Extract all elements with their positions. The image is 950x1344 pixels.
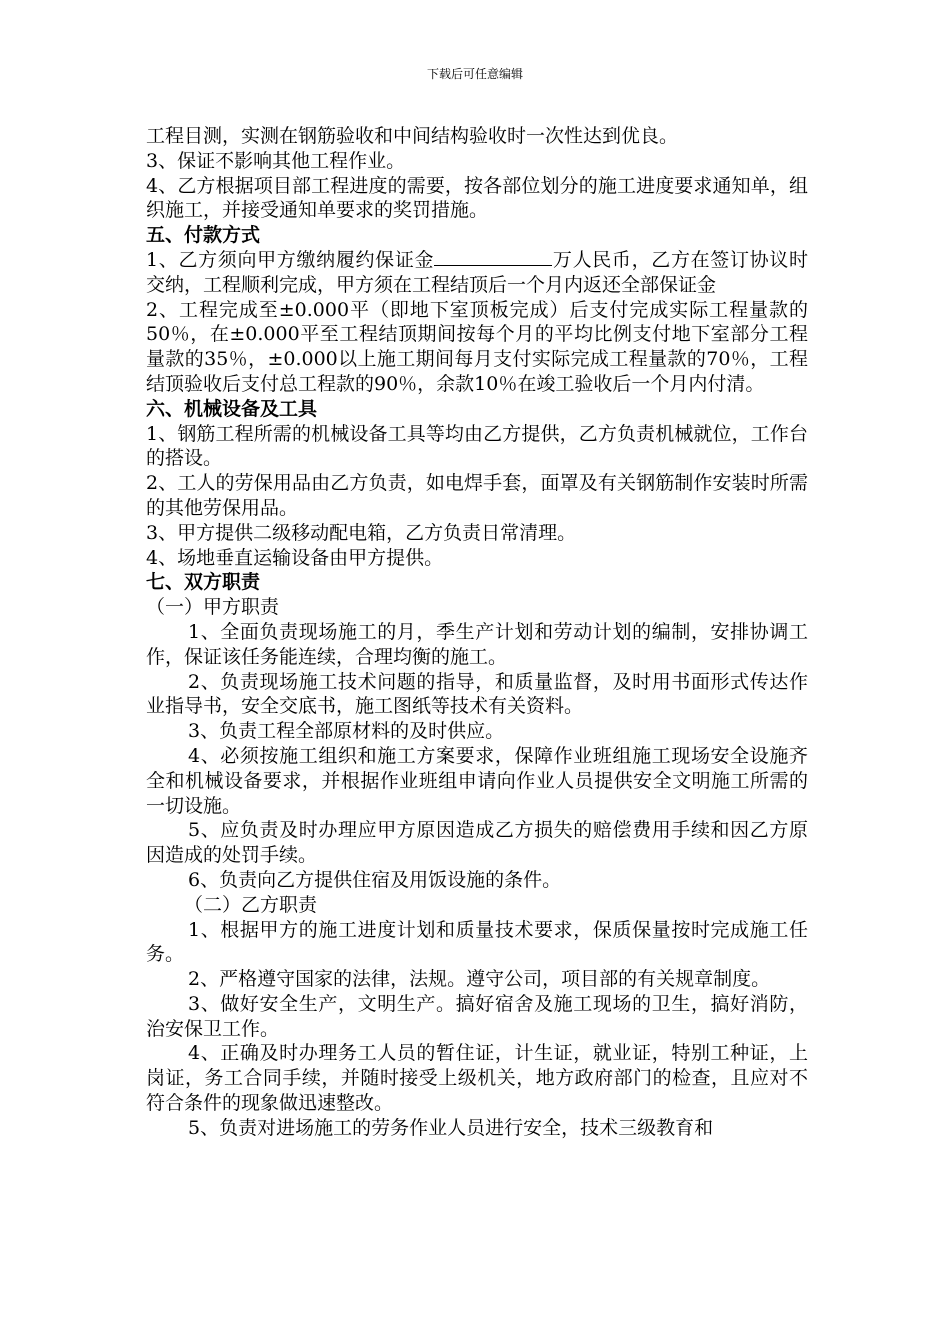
paragraph: 6、负责向乙方提供住宿及用饭设施的条件。 — [188, 868, 562, 891]
paragraph: 4、场地垂直运输设备由甲方提供。 — [146, 546, 444, 569]
subsection-heading-party-a: （一）甲方职责 — [146, 596, 280, 619]
deposit-text-end: 万人民币，乙方在签订协议时交纳，工程顺利完成，甲方须在工程结顶后一个月内返还全部保证金 — [146, 248, 808, 296]
paragraph: 1、钢筋工程所需的机械设备工具等均由乙方提供，乙方负责机械就位，工作台的搭设。 — [146, 422, 808, 470]
paragraph: 3、做好安全生产，文明生产。搞好宿舍及施工现场的卫生，搞好消防，治安保卫工作。 — [146, 992, 808, 1040]
paragraph: 4、必须按施工组织和施工方案要求，保障作业班组施工现场安全设施齐全和机械设备要求，并根据作业班组申请向作业人员提供安全文明施工所需的一切设施。 — [146, 744, 808, 817]
paragraph: 4、乙方根据项目部工程进度的需要，按各部位划分的施工进度要求通知单，组织施工，并接受通知单要求的奖罚措施。 — [146, 174, 808, 222]
section-heading-duties: 七、双方职责 — [146, 571, 261, 594]
paragraph: 4、正确及时办理务工人员的暂住证，计生证，就业证，特别工种证，上岗证，务工合同手续，并随时接受上级机关，地方政府部门的检查，且应对不符合条件的现象做迅速整改。 — [146, 1042, 808, 1115]
document-body — [146, 124, 808, 1141]
paragraph: 2、工程完成至±0.000平（即地下室顶板完成）后支付完成实际工程量款的50％，在±0.000平至工程结顶期间按每个月的平均比例支付地下室部分工程量款的35％，±0.000以上施工期间每月支付实际完成工程量款的70％，工程结顶验收后支付总工程款的90％，余款10％在竣工验收后一个月内付清。 — [146, 298, 808, 395]
subsection-heading-party-b: （二）乙方职责 — [184, 893, 318, 916]
paragraph: 5、负责对进场施工的劳务作业人员进行安全，技术三级教育和 — [188, 1116, 714, 1139]
paragraph: 1、根据甲方的施工进度计划和质量技术要求，保质保量按时完成施工任务。 — [146, 918, 808, 966]
paragraph: 3、甲方提供二级移动配电箱，乙方负责日常清理。 — [146, 521, 577, 544]
paragraph-deposit — [146, 248, 808, 298]
paragraph: 1、全面负责现场施工的月，季生产计划和劳动计划的编制，安排协调工作，保证该任务能连续，合理均衡的施工。 — [146, 620, 808, 668]
paragraph: 5、应负责及时办理应甲方原因造成乙方损失的赔偿费用手续和因乙方原因造成的处罚手续。 — [146, 819, 808, 867]
paragraph: 2、负责现场施工技术问题的指导，和质量监督，及时用书面形式传达作业指导书，安全交底书，施工图纸等技术有关资料。 — [146, 670, 808, 718]
deposit-text-start: 1、乙方须向甲方缴纳履约保证金 — [146, 248, 435, 271]
paragraph: 3、负责工程全部原材料的及时供应。 — [188, 720, 505, 743]
section-heading-equipment: 六、机械设备及工具 — [146, 397, 318, 420]
paragraph: 2、工人的劳保用品由乙方负责，如电焊手套，面罩及有关钢筋制作安装时所需的其他劳保用品。 — [146, 472, 808, 519]
paragraph: 工程目测，实测在钢筋验收和中间结构验收时一次性达到优良。 — [146, 125, 679, 147]
section-heading-payment: 五、付款方式 — [146, 224, 261, 247]
paragraph: 3、保证不影响其他工程作业。 — [146, 149, 406, 172]
deposit-amount-blank — [434, 249, 552, 266]
paragraph: 2、严格遵守国家的法律，法规。遵守公司，项目部的有关规章制度。 — [188, 968, 771, 991]
page-header-note: 下载后可任意编辑 — [426, 67, 523, 81]
